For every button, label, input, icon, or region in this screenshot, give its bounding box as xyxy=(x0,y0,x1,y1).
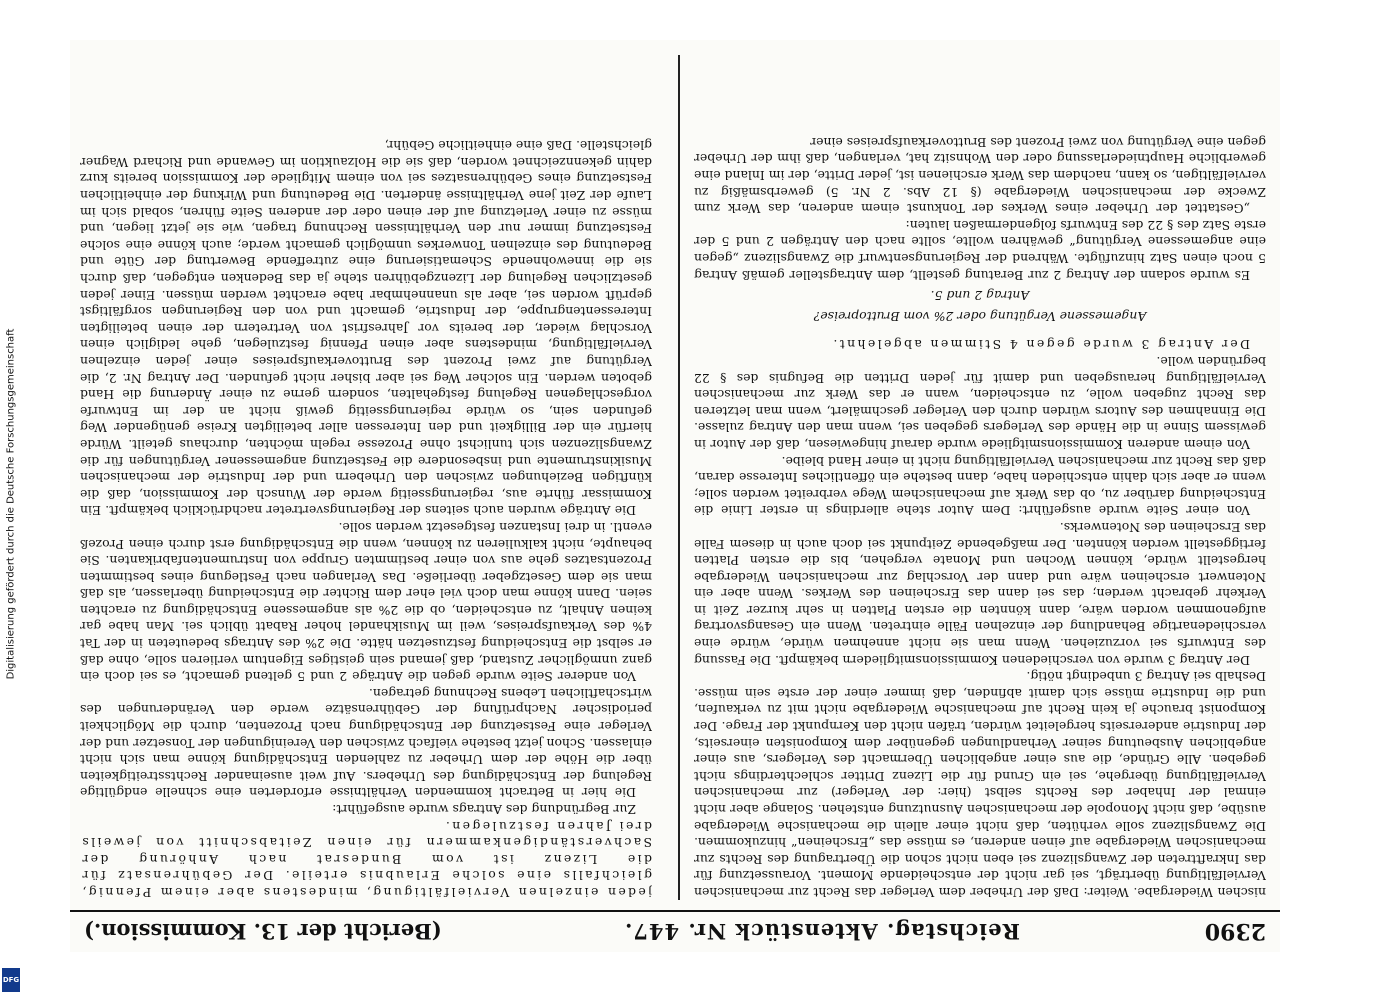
page-number: 2390 xyxy=(1204,918,1266,944)
paragraph: Der Antrag 3 wurde von verschiedenen Kommissionsmitgliedern bekämpft. Die Fassung des Entwurfs sei vorzuziehen. Wenn man sie nicht annehmen würde, würde eine verschiedenartige Behandlung der einzelnen Fälle eintreten. Wenn ein Gesangsvortrag aufgenommen worden wäre, dann könnten die ersten Platten in sehr kurzer Zeit in Verkehr gebracht werden; das sei dann das Erscheinen des Werkes. Wenn aber ein Notenwert erscheinen wäre und dann der Vorschlag zur mechanischen Wiedergabe hergestellt würde, können Wochen und Monate vergehen, bis die ersten Platten fertiggestellt werden könnten. Der maßgebende Zeitpunkt sei doch auch in diesem Falle das Erscheinen des Notenwerks. xyxy=(694,519,1266,668)
paragraph: Die hier in Betracht kommenden Verhältnisse erforderten eine schnelle endgültige Regelung der Entschädigung des Urhebers. Auf weit auseinander Rechtsstreitigkeiten über die Höhe der dem Urheber zu zahlenden Entschädigung könne man sich nicht einlassen. Schon jetzt bestehe vielfach zwischen den Vereinigungen der Tonsetzer und der Verleger eine Festsetzung der Entschädigung nach Prozenten, durch die Möglichkeit periodischer Nachprüfung der Gebührensätze werde den Veränderungen des wirtschaftlichen Lebens Rechnung getragen. xyxy=(80,685,652,801)
paragraph: nischen Wiedergabe. Weiter: Daß der Urheber dem Verleger das Recht zur mechanischen Vervielfältigung überträgt, sei gar nicht der entscheidende Moment. Voraussetzung für das Inkrafttreten der Zwangslizenz sei eben nicht schon die Übertragung des Rechts zur mechanischen Wiedergabe auf einen anderen, es müsse das „Erscheinen“ hinzukommen. Die Zwangslizenz solle verhüten, daß nicht einer allein die mechanische Wiedergabe ausübe, daß nicht Monopole der mechanischen Ausnutzung entstehen. Solange aber nicht einmal der Inhaber des Rechts selbst (hier: der Verleger) zur mechanischen Vervielfältigung übergehe, sei ein Grund für die Lizenz Dritter schlechterdings nicht gegeben. Alle Gründe, die aus einer angeblichen Übermacht des Verlegers, aus einer angeblichen Ausbeutung seiner Verhandlungen gegenüber dem Komponisten einerseits, der Industrie andererseits hergeleitet würden, träfen nicht den Kernpunkt der Frage. Der Komponist brauche ja kein Recht auf mechanische Wiedergabe nicht mit zu verkaufen, und die Industrie müsse sich damit abfinden, daß immer einer der erste sein müsse. Deshalb sei Antrag 3 unbedingt nötig. xyxy=(694,669,1266,900)
section-heading: Angemessene Vergütung oder 2% vom Bruttopreise? xyxy=(813,308,1147,324)
left-column xyxy=(694,40,1266,900)
paragraph: Von anderer Seite wurde gegen die Anträge 2 und 5 geltend gemacht, es sei doch ein ganz unmöglicher Zustand, daß jemand sein geistiges Eigentum verlieren solle, ohne daß er selbst die Entscheidung festzusetzen hätte. Die 2% des Antrags bedeuteten in der Tat 4% des Verkaufspreises, weil im Musikhandel hoher Rabatt üblich sei. Man habe gar keinen Anhalt, zu entscheiden, ob die 2% als angemessene Entschädigung zu erachten seien. Dann könne man doch viel eher dem Richter die Entscheidung überlassen, als daß man sie dem Gesetzgeber überließe. Das Verlangen nach Festlegung eines bestimmten Prozentsatzes gehe aus von einer bestimmten Gruppe von Instrumentenfabrikanten. Sie behaupte, nicht kalkulieren zu können, wenn die Entschädigung erst durch einen Prozeß eventl. in drei Instanzen festgesetzt werden solle. xyxy=(80,519,652,685)
credit-text: Digitalisierung gefördert durch die Deutsche Forschungsgemeinschaft xyxy=(5,328,17,680)
paragraph: Die Anträge wurden auch seitens der Regierungsvertreter nachdrücklich bekämpft. Ein Kommissar führte aus, regierungsseitig werde der Wunsch der Kommission, daß die künftigen Beziehungen zwischen den Urhebern und der Industrie der mechanischen Musikinstrumente und insbesondere die Festsetzung angemessener Vergütungen für die Zwangslizenzen sich tunlichst ohne Prozesse regeln möchten, durchaus geteilt. Würde hierfür ein der Billigkeit und den Interessen aller beteiligten Kreise genügender Weg gefunden sein, so würde regierungsseitig gewiß nicht an der im Entwurfe vorgeschlagenen Regelung festgehalten, sondern gerne zu einer Änderung die Hand geboten werden. Ein solcher Weg sei aber bisher nicht gefunden. Der Antrag Nr. 2, die Vergütung auf zwei Prozent des Bruttoverkaufspreises einer jeden einzelnen Vervielfältigung, mindestens aber einen Pfennig festzulegen, gehe lediglich einen Vorschlag wieder, der bereits vor Jahresfrist von Vertretern der einen beteiligten Interessentengruppe, der Industrie, gemacht und von den Regierungen sorgfältigst geprüft worden sei, aber als unannehmbar habe erachtet werden müssen. Einer jeden gesetzlichen Regelung der Lizenzgebühren stehe ja das Bedenken entgegen, daß durch sie die innewohnende Schematisierung eine zutreffende Bewertung der Güte und Bedeutung des einzelnen Tonwerkes unmöglich gemacht werde; auch könne eine solche Festsetzung immer nur den Verhältnissen Rechnung tragen, wie sie jetzt liegen, und müsse zu einer Verletzung auf der einen oder der anderen Seite führen, sobald sich im Laufe der Zeit jene Verhältnisse änderten. Die Bedeutung und Wirkung der einheitlichen Festsetzung eines Gebührensatzes sei von einem Mitgliede der Kommission bereits kurz dahin gekennzeichnet worden, daß sie die Holzauktion im Gewande und Richard Wagner gleichstelle. Daß eine einheitliche Gebühr, xyxy=(80,138,652,519)
report-annotation: (Bericht der 13. Kommission.) xyxy=(84,919,442,944)
quoted-paragraph: „Gestattet der Urheber eines Werkes der Tonkunst einem anderen, das Werk zum Zwecke der mechanischen Wiedergabe (§ 12 Abs. 2 Nr. 5) gewerbsmäßig zu vervielfältigen, so kann, nachdem das Werk erschienen ist, jeder Dritte, der im Inland eine gewerbliche Hauptniederlassung oder den Wohnsitz hat, verlangen, daß ihm der Urheber gegen eine Vergütung von zwei Prozent des Bruttoverkaufspreises einer xyxy=(694,134,1266,217)
paragraph: Der Antrag 3 wurde gegen 4 Stimmen abgelehnt. xyxy=(831,337,1250,353)
right-column xyxy=(80,40,652,900)
paragraph: Es wurde sodann der Antrag 2 zur Beratung gestellt, dem Antragsteller gemäß Antrag 5 noch einen Satz hinzufügte. Während der Regierungsentwurf die Zwangslizenz „gegen eine angemessene Vergütung“ gewähren wollte, sollte nach den Anträgen 2 und 5 der erste Satz des § 22 des Entwurfs folgendermaßen lauten: xyxy=(694,217,1266,283)
scanned-page xyxy=(70,40,1280,952)
dfg-logo: DFG xyxy=(2,968,20,992)
paragraph: Von einem anderen Kommissionsmitgliede wurde darauf hingewiesen, daß der Autor in gewissem Sinne in die Hände des Verlegers gegeben sei, wenn man den Antrag zulasse. Die Einnahmen des Autors würden durch den Verleger geschmälert, wenn man letzteren das Recht zugeben wolle, zu entscheiden, wann er das Werk zur mechanischen Vervielfältigung herausgeben und damit für jeden Dritten die Befugnis des § 22 begründen wolle. xyxy=(694,354,1266,452)
paragraph: Von einer Seite wurde ausgeführt: Dem Autor stehe allerdings in erster Linie die Entscheidung darüber zu, ob das Werk auf mechanischem Wege verbreitet werden solle; wenn er aber sich dahin entschieden habe, dann bestehe ein öffentliches Interesse daran, daß das Recht zur mechanischen Vervielfältigung nicht in einer Hand bleibe. xyxy=(694,453,1266,519)
section-subheading: Antrag 2 und 5. xyxy=(930,288,1030,304)
column-divider xyxy=(678,55,680,900)
page-title: Reichstag. Aktenstück Nr. 447. xyxy=(624,919,1020,944)
paragraph: Zur Begründung des Antrags wurde ausgeführt: xyxy=(332,802,636,818)
digitization-credit xyxy=(0,38,22,970)
page-header xyxy=(70,910,1280,952)
paragraph: jeden einzelnen Vervielfältigung, mindestens aber einem Pfennig, gleichfalls eine solche Erlaubnis erteile. Der Gebührensatz für die Lizenz ist vom Bundesrat nach Anhörung der Sachverständigenkammern für einen Zeitabschnitt von jeweils drei Jahren festzulegen. xyxy=(80,818,652,900)
